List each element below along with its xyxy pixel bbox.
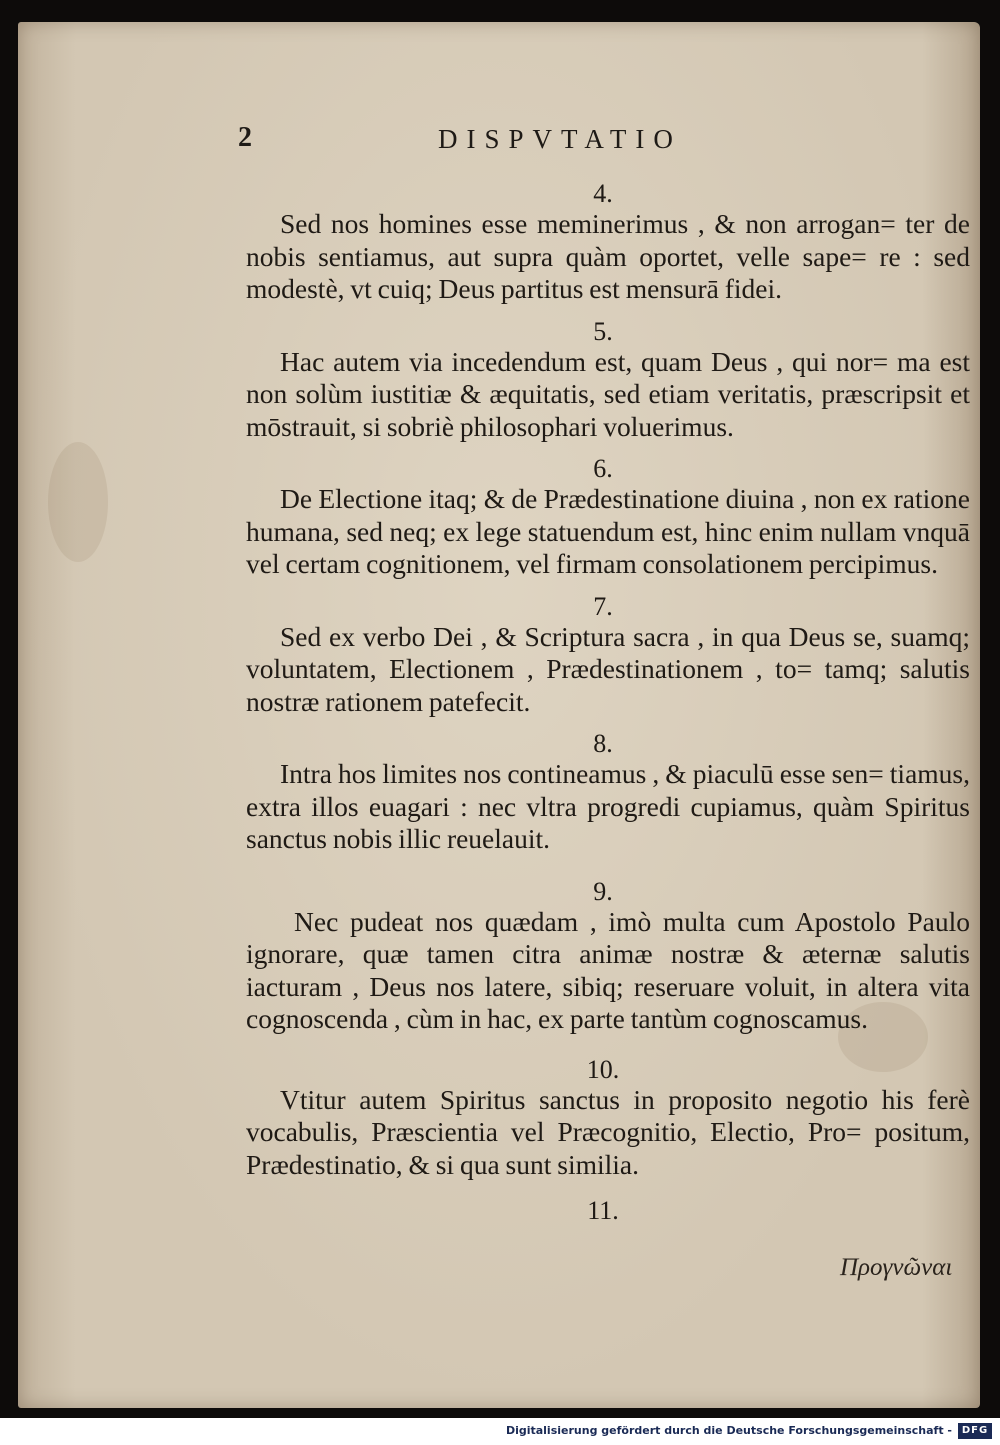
section-number: 9.	[593, 876, 613, 906]
running-title: DISPVTATIO	[438, 124, 682, 154]
section-text: Nec pudeat nos quædam , imò multa cum Apostolo Paulo ignorare, quæ tamen citra animæ nostræ & æternæ salutis iacturam , Deus nos latere, sibiq; reseruare voluit, in altera vita cognoscenda , cùm in hac, ex parte tantùm cognoscamus.	[246, 905, 970, 1034]
section-text: Vtitur autem Spiritus sanctus in proposito negotio his ferè vocabulis, Præscientia vel Præcognitio, Electio, Pro= positum, Prædestinatio, & si qua sunt similia.	[246, 1083, 970, 1180]
footer-bar	[0, 1418, 1000, 1445]
section-number: 6.	[593, 454, 613, 483]
section-text: Hac autem via incedendum est, quam Deus , qui nor= ma est non solùm iustitiæ & æquitatis, sed etiam veritatis, præscripsit et mōstrauit, si sobriè philosophari voluerimus.	[246, 345, 970, 442]
running-head	[18, 122, 980, 162]
funding-credit: Digitalisierung gefördert durch die Deutsche Forschungsgemeinschaft -	[505, 1424, 952, 1437]
section-text: Intra hos limites nos contineamus , & piaculū esse sen= tiamus, extra illos euagari : nec vltra progredi cupiamus, quàm Spiritus sanctus nobis illic reuelauit.	[246, 758, 970, 854]
section-text: Sed ex verbo Dei , & Scriptura sacra , in qua Deus se, suamq; voluntatem, Electionem , Prædestinationem , to= tamq; salutis nostræ rationem patefecit.	[246, 620, 970, 717]
section-text: Sed nos homines esse meminerimus , & non arrogan= ter de nobis sentiamus, aut supra quàm oportet, velle sape= re : sed modestè, vt cuiq; Deus partitus est mensurā fidei.	[246, 208, 970, 304]
catchword: Προγνῶναι	[840, 1254, 953, 1281]
section-number: 10.	[586, 1054, 620, 1084]
section-number: 11.	[587, 1196, 619, 1225]
dfg-logo-icon: DFG	[958, 1423, 992, 1439]
paper-stain	[48, 442, 108, 562]
section-text: De Electione itaq; & de Prædestinatione diuina , non ex ratione humana, sed neq; ex lege statuendum est, hinc enim nullam vnquā vel certam cognitionem, vel firmam consolationem percipimus.	[246, 483, 970, 579]
section-number: 4.	[593, 179, 613, 208]
section-number: 8.	[593, 729, 613, 758]
text-block	[246, 180, 970, 1225]
section-number: 5.	[593, 316, 613, 346]
book-page	[18, 22, 980, 1408]
page-number: 2	[238, 122, 252, 153]
section-number: 7.	[593, 591, 613, 621]
